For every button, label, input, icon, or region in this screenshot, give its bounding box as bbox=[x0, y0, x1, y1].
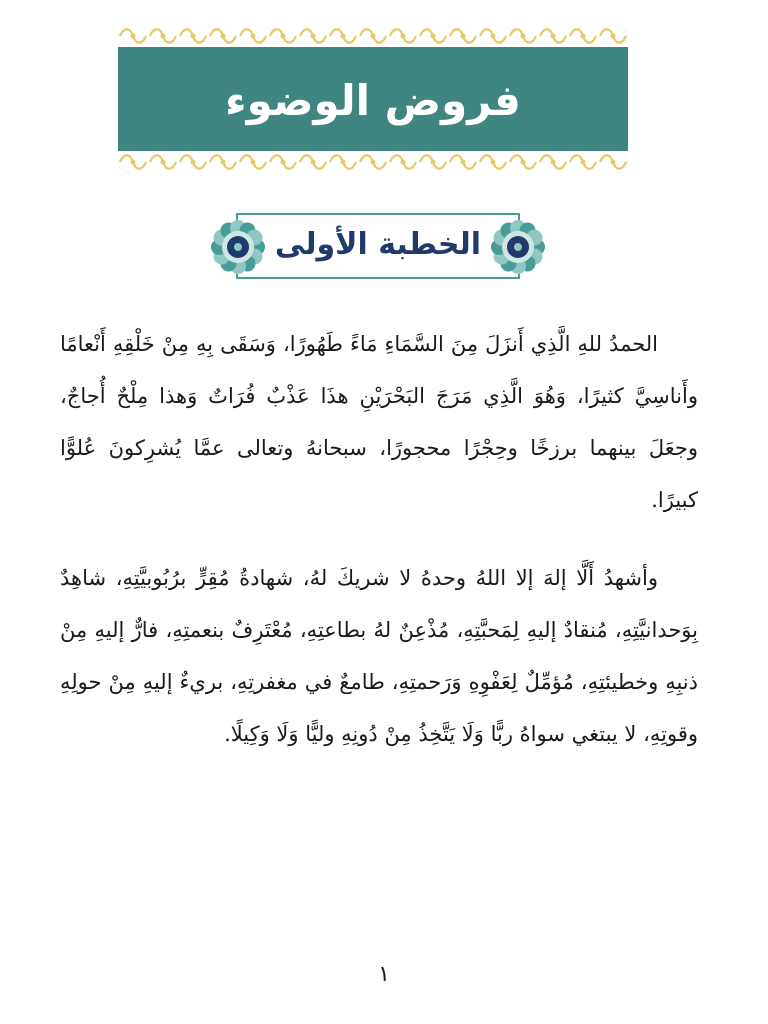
section-title: الخطبة الأولى bbox=[274, 227, 482, 262]
page-number: ١ bbox=[378, 962, 390, 987]
rosette-icon bbox=[488, 217, 548, 277]
page-title: فروض الوضوء bbox=[225, 76, 521, 125]
section-header bbox=[208, 213, 548, 281]
sermon-text bbox=[60, 318, 698, 786]
rosette-icon bbox=[208, 217, 268, 277]
paragraph: وأشهدُ أَلَّا إلهَ إلا اللهُ وحدهُ لا شريكَ لهُ، شهادةُ مُقِرٍّ برُبُوبيَّتِهِ، شاهِدٌ بِوَحدانيَّتِهِ، مُنقادٌ إليهِ لِمَحبَّتِهِ، مُذْعِنٌ لهُ بطاعتِهِ، مُعْتَرِفٌ بنعمتِهِ، فارٌّ إليهِ مِنْ ذنبِهِ وخطيئتِهِ، مُؤمِّلٌ لِعَفْوِهِ وَرَحمتِهِ، طامعٌ في مغفرتِهِ، بريءٌ إليهِ مِنْ حولِهِ وقوتِهِ، لا يبتغي سواهُ ربًّا وَلَا يَتَّخِذُ مِنْ دُونِهِ وليًّا وَلَا وَكِيلًا. bbox=[60, 566, 698, 746]
title-banner bbox=[118, 25, 628, 173]
ornament-border-top bbox=[118, 25, 628, 47]
paragraph: الحمدُ للهِ الَّذِي أَنزَلَ مِنَ السَّمَاءِ مَاءً طَهُورًا، وَسَقَى بِهِ مِنْ خَلْقِهِ أَنْعامًا وأَناسِيَّ كثيرًا، وَهُوَ الَّذِي مَرَجَ البَحْرَيْنِ هذَا عَذْبٌ فُرَاتٌ وَهذا مِلْحٌ أُجاجٌ، وجعَلَ بينهما برزخًا وحِجْرًا محجورًا، سبحانهُ وتعالى عمَّا يُشرِكونَ عُلوًّا كبيرًا. bbox=[60, 332, 698, 512]
ornament-border-bottom bbox=[118, 151, 628, 173]
